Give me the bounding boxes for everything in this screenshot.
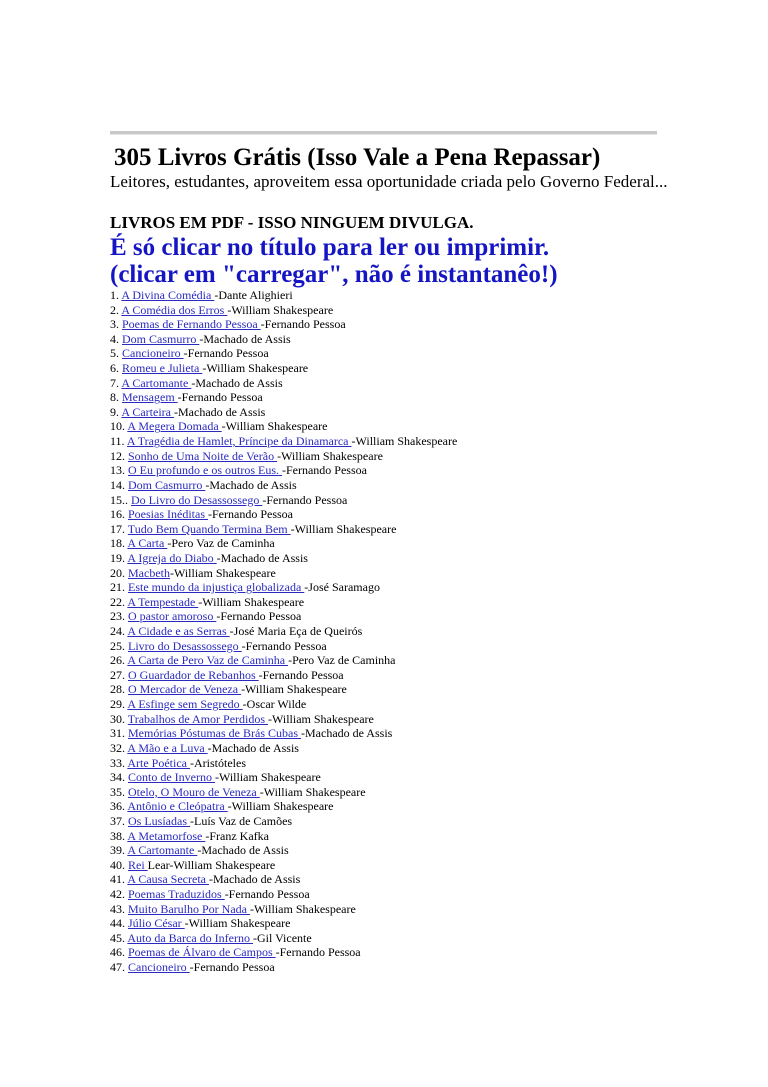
book-title-link[interactable]: Tudo Bem Quando Termina Bem [127,521,291,536]
book-title-link[interactable]: A Igreja do Diabo [127,550,217,565]
book-author: -Fernando Pessoa [216,609,302,624]
book-item [110,609,457,624]
book-author: -Fernando Pessoa [183,346,269,361]
book-author: -William Shakespeare [351,434,458,449]
book-title-link[interactable]: A Carta de Pero Vaz de Caminha [127,653,289,668]
book-title-link[interactable]: A Divina Comédia [121,288,215,302]
book-number: 22. [110,594,128,609]
book-author: -Fernando Pessoa [275,945,361,960]
book-author: -Fernando Pessoa [224,886,310,901]
book-item [110,332,457,347]
book-item [110,449,457,464]
book-number: 38. [110,828,128,843]
book-author: -William Shakespeare [259,784,366,799]
book-author: -Machado de Assis [205,477,297,492]
book-item [110,493,457,508]
book-item [110,376,457,391]
book-author: -Franz Kafka [205,828,269,843]
book-author: -Machado de Assis [197,843,289,858]
book-number: 15.. [110,492,131,507]
book-number: 23. [110,609,128,624]
book-item [110,653,457,668]
book-number: 24. [110,624,128,639]
book-title-link[interactable]: Do Livro do Desassossego [131,492,263,507]
book-title-link[interactable]: A Cartomante [127,843,198,858]
book-number: 17. [110,521,128,536]
book-item [110,829,457,844]
book-number: 5. [110,346,122,361]
book-list [110,288,457,975]
book-author: -William Shakespeare [184,916,291,931]
book-item [110,580,457,595]
book-title-link[interactable]: Livro do Desassossego [128,638,242,653]
book-item [110,624,457,639]
book-number: 36. [110,799,128,814]
book-number: 6. [110,361,122,376]
book-item [110,478,457,493]
book-title-link[interactable]: A Cidade e as Serras [127,624,230,639]
book-title-link[interactable]: A Carta [127,536,168,551]
book-number: 7. [110,375,122,390]
book-item [110,931,457,946]
book-title-link[interactable]: Cancioneiro [122,346,184,361]
book-number: 42. [110,886,128,901]
book-item [110,317,457,332]
book-author: -William Shakespeare [227,799,334,814]
book-item [110,419,457,434]
book-item [110,566,457,581]
book-author: -Gil Vicente [252,930,312,945]
book-author: -Machado de Assis [191,375,283,390]
book-number: 19. [110,550,128,565]
book-author: Lear-William Shakespeare [147,857,276,872]
book-title-link[interactable]: Conto de Inverno [128,770,215,785]
book-author: -Fernando Pessoa [281,463,367,478]
book-item [110,682,457,697]
book-item [110,960,457,975]
book-title-link[interactable]: Macbeth [128,565,170,580]
loading-instruction: (clicar em "carregar", não é instantanêo!) [110,261,558,288]
book-item [110,390,457,405]
book-item [110,741,457,756]
book-author: -William Shakespeare [169,565,276,580]
book-title-link[interactable]: A Carteira [121,404,174,419]
book-title-link[interactable]: Cancioneiro [128,960,190,975]
book-title-link[interactable]: Arte Poética [127,755,190,770]
book-item [110,872,457,887]
click-instruction: É só clicar no título para ler ou imprimir. [110,234,550,261]
book-title-link[interactable]: Este mundo da injustiça globalizada [128,580,305,595]
book-number: 3. [110,317,122,332]
book-number: 8. [110,390,122,405]
book-author: -William Shakespeare [290,521,397,536]
book-title-link[interactable]: Dom Casmurro [128,477,206,492]
book-item [110,434,457,449]
book-author: -José Maria Eça de Queirós [229,624,363,639]
book-item [110,522,457,537]
book-author: -William Shakespeare [241,682,347,697]
book-number: 46. [110,945,128,960]
book-author: -Fernando Pessoa [241,638,327,653]
book-item [110,858,457,873]
book-item [110,595,457,610]
book-author: -Machado de Assis [174,404,266,419]
book-number: 30. [110,711,128,726]
book-item [110,639,457,654]
book-number: 10. [110,419,128,434]
book-number: 39. [110,843,128,858]
book-author: -William Shakespeare [202,361,309,376]
book-title-link[interactable]: Poemas Traduzidos [128,886,225,901]
book-author: -William Shakespeare [198,594,305,609]
book-title-link[interactable]: Trabalhos de Amor Perdidos [127,711,269,726]
book-item [110,945,457,960]
book-item [110,536,457,551]
horizontal-rule [110,131,657,135]
book-item [110,785,457,800]
book-number: 20. [110,565,128,580]
book-author: -Machado de Assis [199,331,291,346]
book-title-link[interactable]: Muito Barulho Por Nada [128,901,250,916]
book-author: -Dante Alighieri [214,288,293,302]
book-author: -Luís Vaz de Camões [190,813,293,828]
book-author: -William Shakespeare [250,901,356,916]
book-title-link[interactable]: Mensagem [122,390,178,405]
book-number: 26. [110,653,128,668]
book-title-link[interactable]: A Cartomante [121,375,192,390]
book-title-link[interactable]: O Guardador de Rebanhos [128,667,259,682]
book-item [110,361,457,376]
book-author: -Fernando Pessoa [177,390,263,405]
book-title-link[interactable]: Antônio e Cleópatra [127,799,228,814]
book-number: 41. [110,872,128,887]
book-item [110,697,457,712]
book-item [110,346,457,361]
book-title-link[interactable]: A Metamorfose [127,828,206,843]
book-number: 18. [110,536,128,551]
book-item [110,843,457,858]
book-author: -Machado de Assis [216,550,308,565]
book-number: 29. [110,697,128,712]
book-title-link[interactable]: A Causa Secreta [127,872,209,887]
book-item [110,507,457,522]
book-item [110,712,457,727]
book-author: -José Saramago [304,580,380,595]
book-number: 13. [110,463,128,478]
book-author: -Fernando Pessoa [258,667,344,682]
book-title-link[interactable]: A Comédia dos Erros [121,302,228,317]
book-item [110,887,457,902]
book-title-link[interactable]: A Mão e a Luva [127,740,208,755]
book-number: 37. [110,813,128,828]
book-number: 28. [110,682,128,697]
book-item [110,799,457,814]
book-author: -William Shakespeare [214,770,321,785]
book-number: 11. [110,434,127,449]
book-title-link[interactable]: Sonho de Uma Noite de Verão [128,448,278,463]
book-title-link[interactable]: O pastor amoroso [128,609,217,624]
book-title-link[interactable]: O Eu profundo e os outros Eus. [128,463,282,478]
book-number: 31. [110,726,128,741]
book-item [110,405,457,420]
book-item [110,814,457,829]
book-title-link[interactable]: Memórias Póstumas de Brás Cubas [128,726,301,741]
page-title: 305 Livros Grátis (Isso Vale a Pena Repassar) [114,144,601,171]
book-number: 44. [110,916,128,931]
book-author: -Fernando Pessoa [262,492,348,507]
book-number: 21. [110,580,128,595]
book-number: 34. [110,770,128,785]
pdf-notice: LIVROS EM PDF - ISSO NINGUEM DIVULGA. [110,213,474,232]
book-title-link[interactable]: Poesias Inéditas [128,507,208,522]
book-author: -Machado de Assis [207,740,299,755]
book-item [110,916,457,931]
book-title-link[interactable]: Rei [128,857,148,872]
book-title-link[interactable]: Romeu e Julieta [122,361,203,376]
book-number: 16. [110,507,128,522]
book-item [110,668,457,683]
book-number: 1. [110,288,122,302]
book-item [110,770,457,785]
book-number: 33. [110,755,128,770]
book-title-link[interactable]: Poemas de Álvaro de Campos [128,945,276,960]
book-author: -William Shakespeare [277,448,383,463]
book-title-link[interactable]: A Esfinge sem Segredo [127,697,243,712]
book-number: 40. [110,857,128,872]
book-title-link[interactable]: Os Lusíadas [128,813,190,828]
book-title-link[interactable]: Auto da Barca do Inferno [127,930,253,945]
book-number: 43. [110,901,128,916]
book-item [110,902,457,917]
book-title-link[interactable]: Otelo, O Mouro de Veneza [128,784,260,799]
book-author: -William Shakespeare [221,419,328,434]
book-title-link[interactable]: Dom Casmurro [122,331,200,346]
book-number: 12. [110,448,128,463]
book-author: -Pero Vaz de Caminha [288,653,396,668]
book-title-link[interactable]: Poemas de Fernando Pessoa [122,317,261,332]
book-author: -William Shakespeare [268,711,374,726]
book-author: -Machado de Assis [208,872,301,887]
book-number: 27. [110,667,128,682]
book-title-link[interactable]: O Mercador de Veneza [128,682,242,697]
book-author: -Pero Vaz de Caminha [167,536,275,551]
book-author: -Aristóteles [190,755,246,770]
book-number: 35. [110,784,128,799]
book-title-link[interactable]: A Tragédia de Hamlet, Príncipe da Dinamarca [126,434,352,449]
book-number: 14. [110,477,128,492]
book-item [110,726,457,741]
book-number: 32. [110,740,128,755]
book-item [110,756,457,771]
intro-text: Leitores, estudantes, aproveitem essa oportunidade criada pelo Governo Federal... [110,172,668,191]
book-title-link[interactable]: A Tempestade [127,594,199,609]
book-number: 25. [110,638,128,653]
book-author: -Fernando Pessoa [208,507,293,522]
book-author: -William Shakespeare [227,302,334,317]
book-item [110,288,457,303]
book-item [110,303,457,318]
book-title-link[interactable]: A Megera Domada [127,419,222,434]
book-item [110,463,457,478]
book-author: -Fernando Pessoa [189,960,275,975]
book-number: 2. [110,302,122,317]
book-author: -Fernando Pessoa [260,317,346,332]
book-number: 9. [110,404,122,419]
book-author: -Oscar Wilde [242,697,307,712]
book-item [110,551,457,566]
book-number: 45. [110,930,128,945]
book-number: 4. [110,331,122,346]
book-number: 47. [110,960,128,975]
book-title-link[interactable]: Júlio César [128,916,185,931]
book-author: -Machado de Assis [301,726,393,741]
